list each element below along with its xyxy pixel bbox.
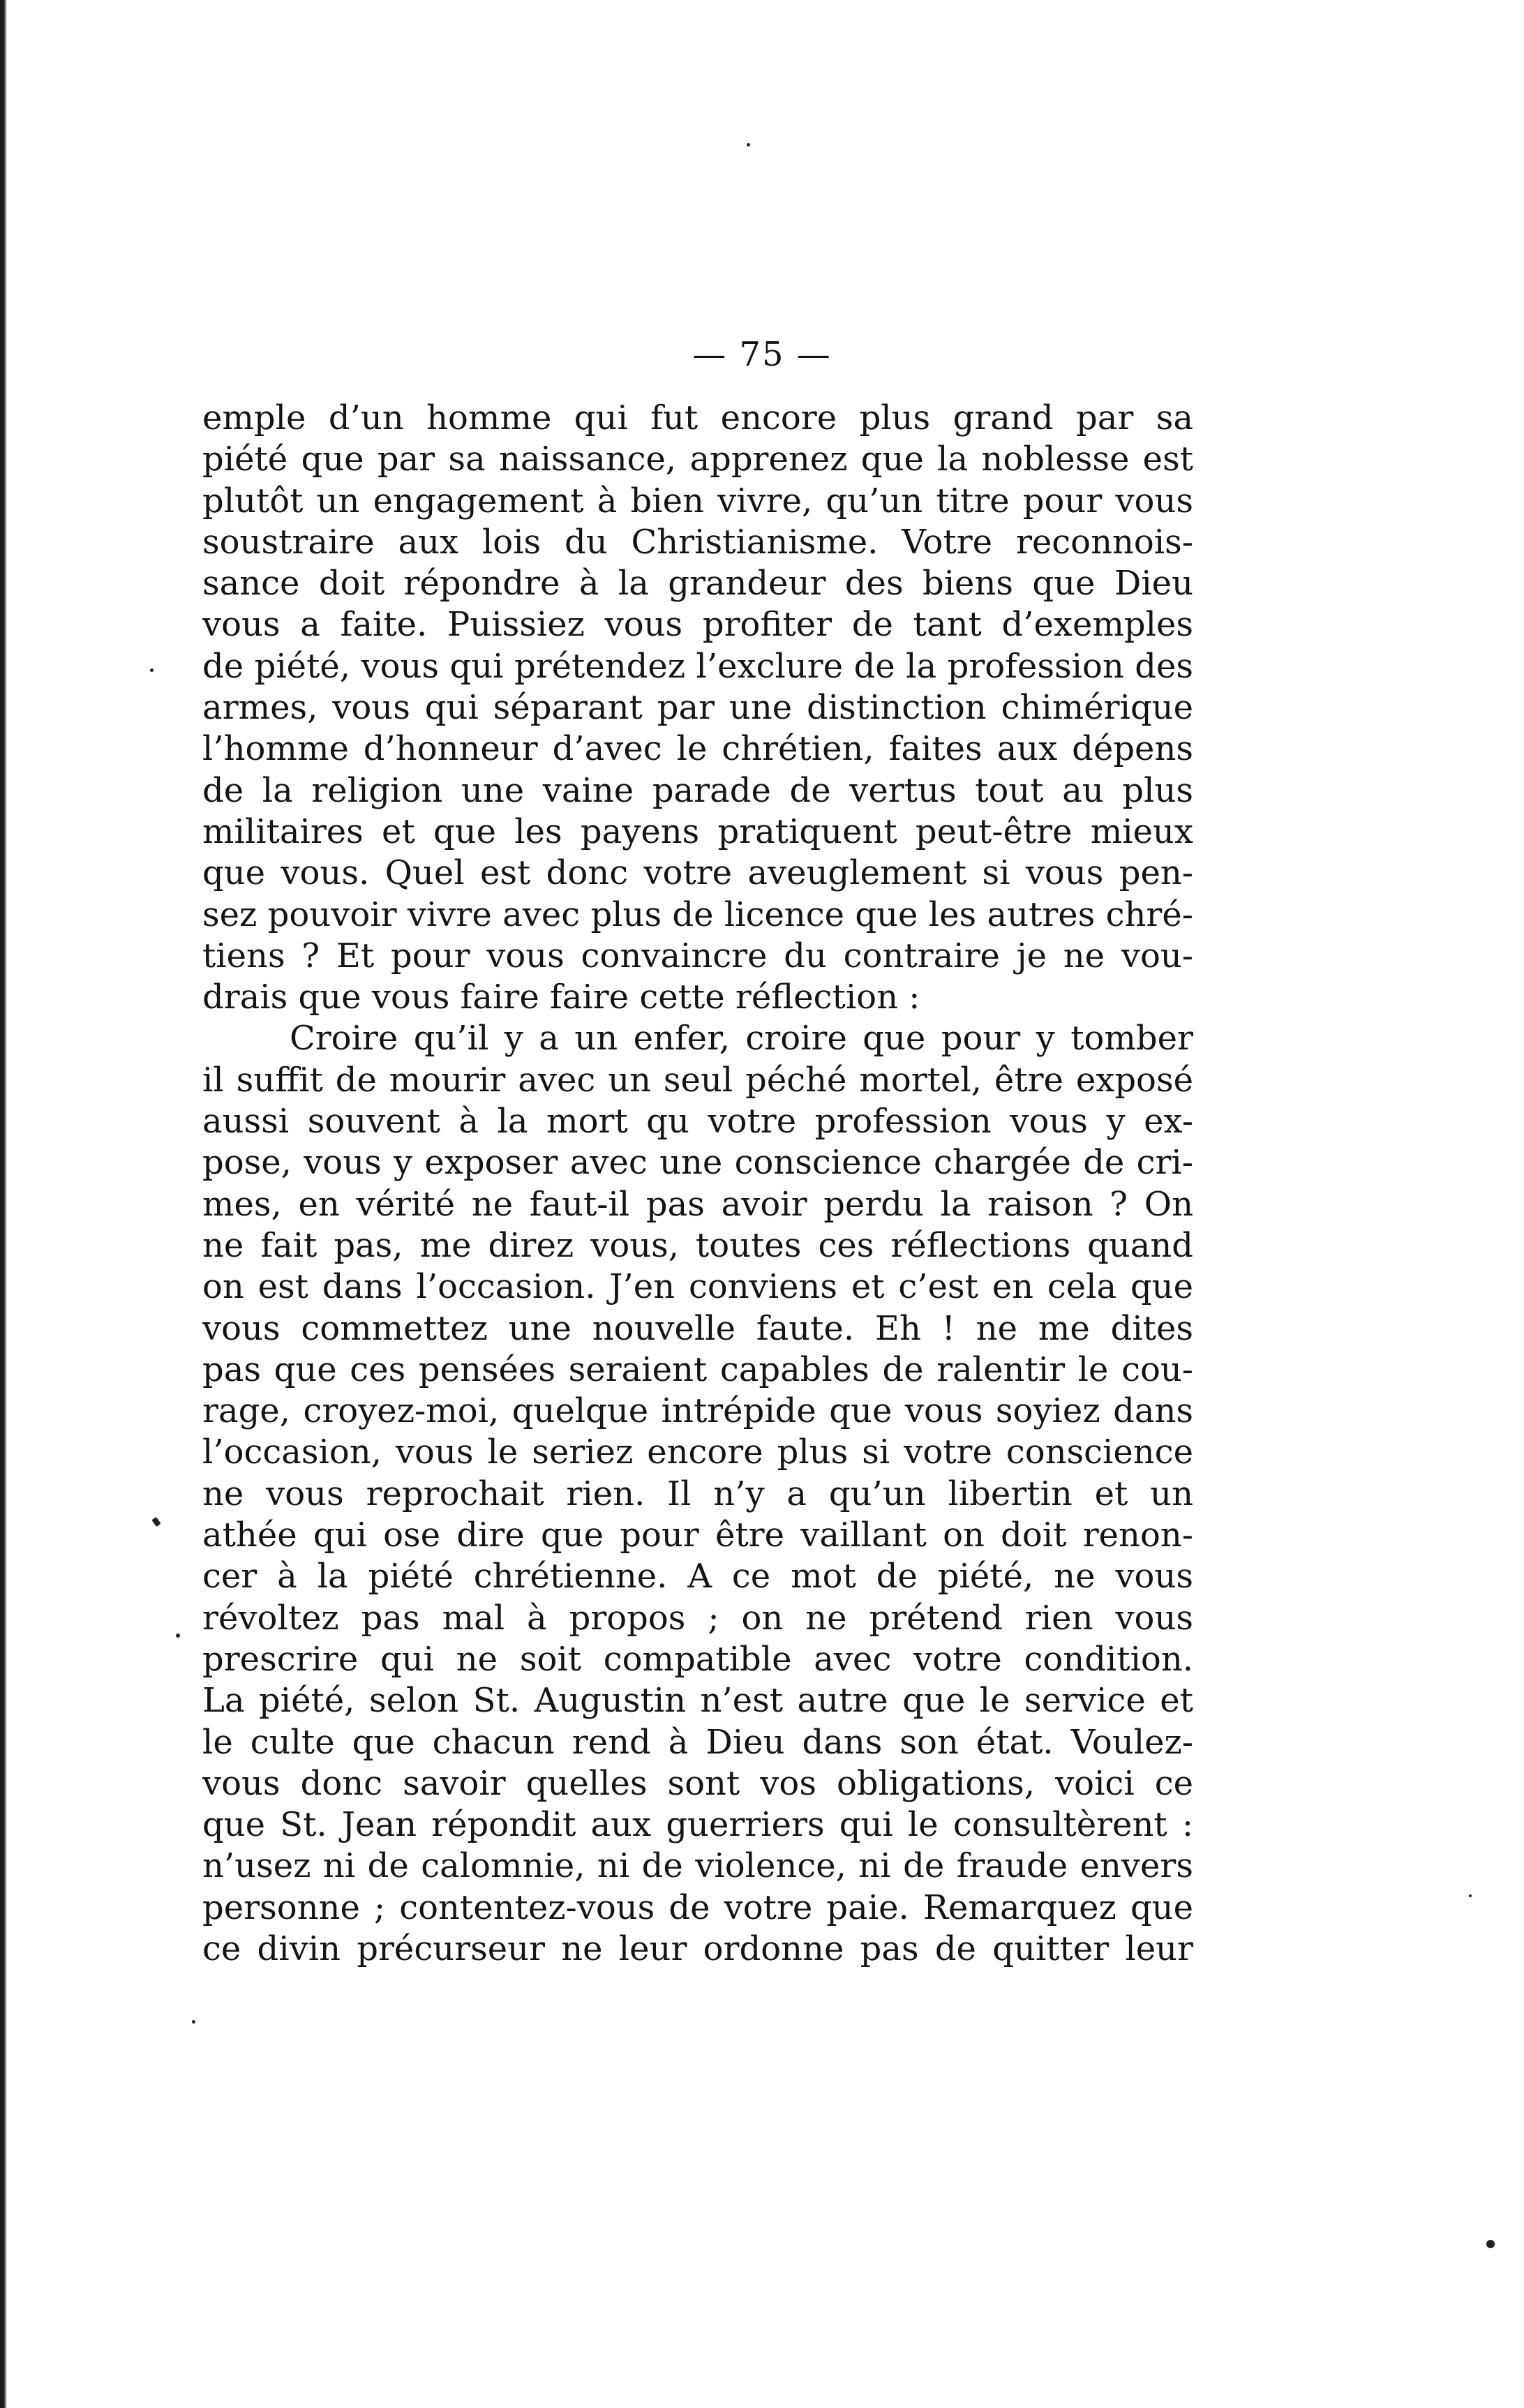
ink-speck: [1486, 2240, 1495, 2248]
text-line: que St. Jean répondit aux guerriers qui le consultèrent :: [202, 1805, 1193, 1845]
text-line: révoltez pas mal à propos ; on ne prétend rien vous: [202, 1598, 1193, 1638]
text-line: que vous. Quel est donc votre aveuglement si vous pen-: [202, 853, 1193, 893]
paragraph-first-line: Croire qu’il y a un enfer, croire que pour y tomber: [290, 1019, 1193, 1059]
text-line: pas que ces pensées seraient capables de ralentir le cou-: [202, 1349, 1193, 1389]
text-line: vous a faite. Puissiez vous profiter de tant d’exemples: [202, 605, 1193, 645]
text-line: ne vous reprochait rien. Il n’y a qu’un libertin et un: [202, 1474, 1193, 1513]
text-line: l’homme d’honneur d’avec le chrétien, faites aux dépens: [202, 729, 1193, 769]
text-line: n’usez ni de calomnie, ni de violence, ni de fraude envers: [202, 1846, 1193, 1886]
text-line: pose, vous y exposer avec une conscience chargée de cri-: [202, 1143, 1193, 1183]
text-line: drais que vous faire faire cette réflection :: [202, 978, 920, 1017]
text-line: personne ; contentez-vous de votre paie. Remarquez que: [202, 1887, 1193, 1927]
text-line: vous donc savoir quelles sont vos obligations, voici ce: [202, 1763, 1193, 1803]
text-line: de la religion une vaine parade de vertus tout au plus: [202, 770, 1193, 810]
text-line: plutôt un engagement à bien vivre, qu’un titre pour vous: [202, 481, 1193, 521]
text-line: armes, vous qui séparant par une distinction chimérique: [202, 688, 1193, 728]
ink-speck: [150, 668, 154, 672]
text-line: La piété, selon St. Augustin n’est autre que le service et: [202, 1681, 1193, 1721]
text-line: sance doit répondre à la grandeur des biens que Dieu: [202, 564, 1193, 604]
text-line: il suffit de mourir avec un seul péché mortel, être exposé: [202, 1060, 1193, 1100]
text-line: le culte que chacun rend à Dieu dans son état. Voulez-: [202, 1722, 1193, 1762]
text-line: soustraire aux lois du Christianisme. Votre reconnois-: [202, 522, 1193, 562]
text-line: l’occasion, vous le seriez encore plus si votre conscience: [202, 1433, 1193, 1472]
text-line: emple d’un homme qui fut encore plus grand par sa: [202, 398, 1193, 438]
ink-speck: [176, 1633, 180, 1638]
ink-speck: [151, 1517, 160, 1527]
ink-speck: [192, 2020, 195, 2024]
text-line: aussi souvent à la mort qu votre profession vous y ex-: [202, 1102, 1193, 1142]
ink-speck: [747, 143, 750, 147]
text-line: prescrire qui ne soit compatible avec votre condition.: [202, 1639, 1193, 1679]
text-line: on est dans l’occasion. J’en conviens et c’est en cela que: [202, 1267, 1193, 1307]
text-line: ne fait pas, me direz vous, toutes ces réflections quand: [202, 1225, 1193, 1265]
text-line: ce divin précurseur ne leur ordonne pas de quitter leur: [202, 1929, 1193, 1968]
text-line: de piété, vous qui prétendez l’exclure de la profession des: [202, 646, 1193, 686]
body-text: [202, 398, 1193, 1970]
text-line: rage, croyez-moi, quelque intrépide que vous soyiez dans: [202, 1391, 1193, 1431]
text-line: mes, en vérité ne faut-il pas avoir perdu la raison ? On: [202, 1184, 1193, 1224]
text-line: cer à la piété chrétienne. A ce mot de piété, ne vous: [202, 1557, 1193, 1596]
text-line: piété que par sa naissance, apprenez que la noblesse est: [202, 440, 1193, 479]
text-line: militaires et que les payens pratiquent peut-être mieux: [202, 812, 1193, 851]
text-line: tiens ? Et pour vous convaincre du contraire je ne vou-: [202, 936, 1193, 975]
ink-speck: [1469, 1894, 1472, 1897]
page-number: — 75 —: [692, 335, 832, 374]
text-line: sez pouvoir vivre avec plus de licence que les autres chré-: [202, 895, 1193, 934]
text-line: athée qui ose dire que pour être vaillant on doit renon-: [202, 1516, 1193, 1555]
text-line: vous commettez une nouvelle faute. Eh ! ne me dites: [202, 1308, 1193, 1348]
